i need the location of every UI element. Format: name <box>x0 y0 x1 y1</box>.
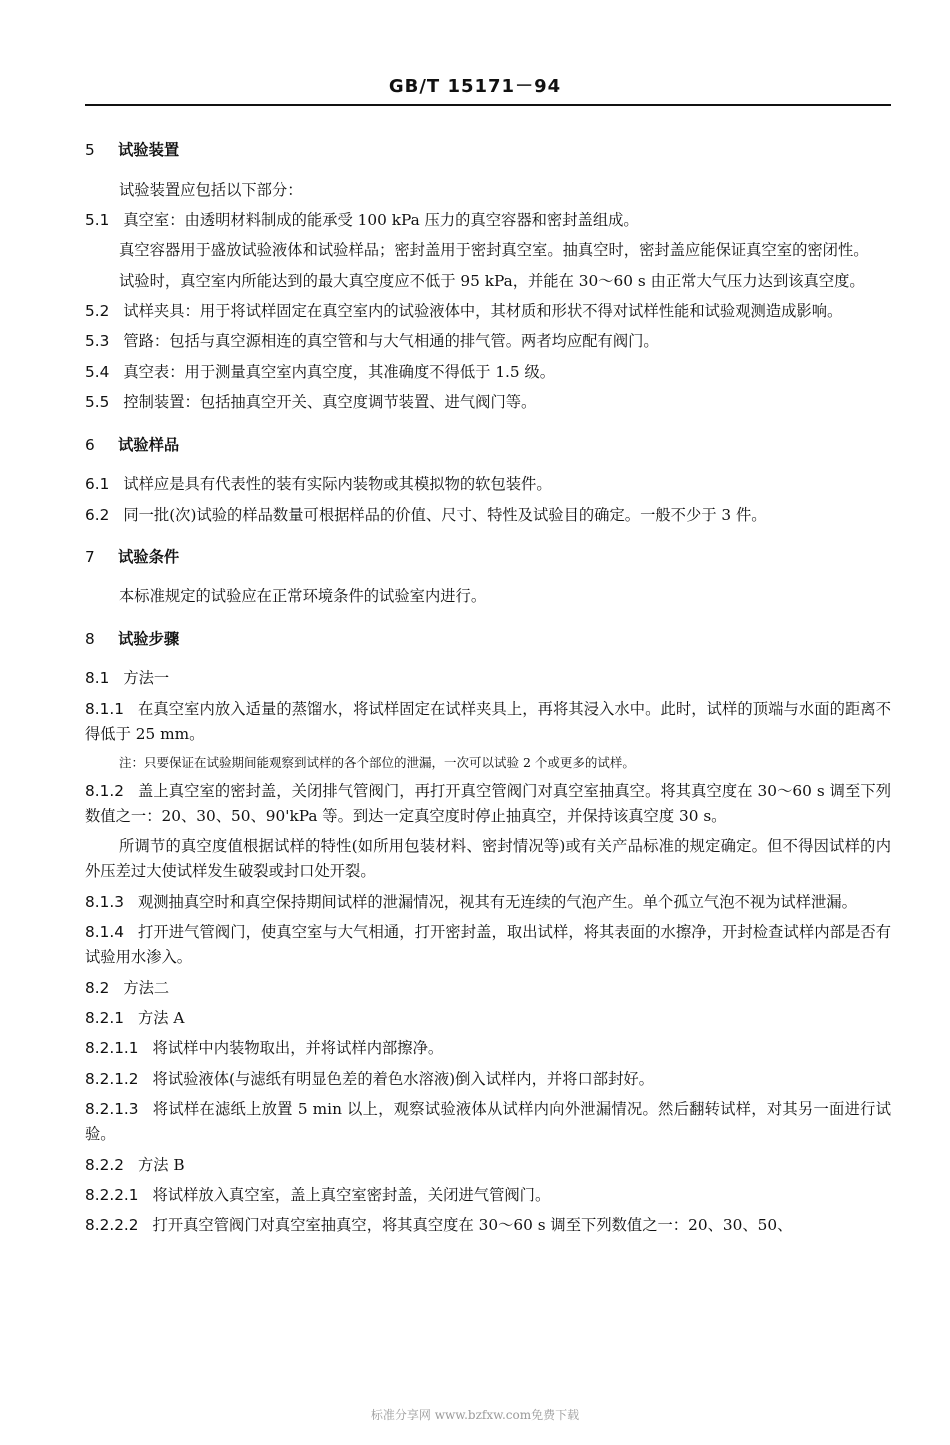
clause-text: 控制装置：包括抽真空开关、真空度调节装置、进气阀门等。 <box>123 393 537 412</box>
section-gap <box>85 421 891 433</box>
clause-number: 8.2.1 <box>85 1009 124 1028</box>
section-heading <box>85 627 891 652</box>
clause-number: 8.2.2.1 <box>85 1185 139 1204</box>
clause-number: 6.2 <box>85 505 110 524</box>
clause-paragraph <box>85 1213 891 1238</box>
section-title: 试验样品 <box>118 435 180 454</box>
clause-paragraph <box>85 779 891 829</box>
clause-text: 盖上真空室的密封盖，关闭排气管阀门，再打开真空管阀门对真空室抽真空。将其真空度在 30～60 s 调至下列数值之一：20、30、50、90'kPa 等。到达一定真空度时停止抽真空，并保持该真空度 30 s。 <box>85 782 891 826</box>
section-heading <box>85 545 891 570</box>
clause-number: 8.2.1.2 <box>85 1069 139 1088</box>
clause-number: 6.1 <box>85 475 110 494</box>
clause-paragraph <box>85 360 891 385</box>
clause-paragraph <box>85 1097 891 1147</box>
section-title: 试验步骤 <box>118 629 180 648</box>
clause-text: 试验装置应包括以下部分： <box>119 180 303 199</box>
clause-number: 8.2.1.3 <box>85 1100 139 1119</box>
clause-text: 所调节的真空度值根据试样的特性(如所用包装材料、密封情况等)或有关产品标准的规定确定。但不得因试样的内外压差过大使试样发生破裂或封口处开裂。 <box>85 837 891 881</box>
clause-text: 试验时，真空室内所能达到的最大真空度应不低于 95 kPa，并能在 30～60 s 由正常大气压力达到该真空度。 <box>119 271 865 290</box>
section-gap <box>85 533 891 545</box>
clause-number: 8.2.2.2 <box>85 1216 139 1235</box>
section-title: 试验条件 <box>118 547 180 566</box>
clause-paragraph <box>85 472 891 497</box>
clause-text: 真空容器用于盛放试验液体和试验样品；密封盖用于密封真空室。抽真空时，密封盖应能保证真空室的密闭性。 <box>119 241 869 260</box>
header-rule <box>85 104 891 106</box>
footer-watermark: 标准分享网 www.bzfxw.com免费下载 <box>370 1408 580 1422</box>
clause-text: 本标准规定的试验应在正常环境条件的试验室内进行。 <box>119 587 487 606</box>
document-body <box>85 138 891 1244</box>
clause-paragraph <box>85 1036 891 1061</box>
clause-paragraph <box>85 1067 891 1092</box>
clause-text: 打开真空管阀门对真空室抽真空，将其真空度在 30～60 s 调至下列数值之一：20、30、50、 <box>152 1216 793 1235</box>
clause-text: 方法 B <box>137 1155 185 1174</box>
clause-paragraph <box>85 890 891 915</box>
clause-text: 将试验液体(与滤纸有明显色差的着色水溶液)倒入试样内，并将口部封好。 <box>152 1069 654 1088</box>
clause-text: 试样夹具：用于将试样固定在真空室内的试验液体中，其材质和形状不得对试样性能和试验观测造成影响。 <box>123 302 843 321</box>
clause-paragraph <box>85 390 891 415</box>
clause-paragraph <box>85 1006 891 1031</box>
clause-paragraph <box>85 976 891 1001</box>
clause-text: 管路：包括与真空源相连的真空管和与大气相通的排气管。两者均应配有阀门。 <box>123 332 659 351</box>
clause-paragraph <box>85 208 891 233</box>
clause-paragraph <box>85 1153 891 1178</box>
clause-text: 观测抽真空时和真空保持期间试样的泄漏情况，视其有无连续的气泡产生。单个孤立气泡不视为试样泄漏。 <box>137 892 857 911</box>
note-text: 注：只要保证在试验期间能观察到试样的各个部位的泄漏，一次可以试验 2 个或更多的试样。 <box>119 755 635 771</box>
section-heading <box>85 433 891 458</box>
clause-paragraph <box>85 503 891 528</box>
clause-text: 在真空室内放入适量的蒸馏水，将试样固定在试样夹具上，再将其浸入水中。此时，试样的顶端与水面的距离不得低于 25 mm。 <box>85 699 891 743</box>
clause-text: 将试样在滤纸上放置 5 min 以上，观察试验液体从试样内向外泄漏情况。然后翻转试样，对其另一面进行试验。 <box>85 1100 891 1144</box>
clause-text: 将试样放入真空室，盖上真空室密封盖，关闭进气管阀门。 <box>152 1185 551 1204</box>
section-number: 5 <box>85 141 95 159</box>
clause-text: 真空室：由透明材料制成的能承受 100 kPa 压力的真空容器和密封盖组成。 <box>123 210 639 229</box>
section-heading <box>85 138 891 163</box>
standard-code-header: GB/T 15171－94 <box>388 76 562 97</box>
clause-text: 方法 A <box>137 1009 185 1028</box>
clause-paragraph <box>85 666 891 691</box>
clause-paragraph <box>85 269 891 294</box>
clause-paragraph <box>85 834 891 884</box>
clause-text: 方法二 <box>123 978 170 997</box>
clause-text: 同一批(次)试验的样品数量可根据样品的价值、尺寸、特性及试验目的确定。一般不少于 3 件。 <box>123 505 767 524</box>
section-number: 7 <box>85 547 95 566</box>
clause-paragraph <box>85 238 891 263</box>
clause-paragraph <box>85 920 891 970</box>
clause-text: 真空表：用于测量真空室内真空度，其准确度不得低于 1.5 级。 <box>123 362 556 381</box>
clause-number: 8.2.1.1 <box>85 1039 139 1058</box>
clause-number: 8.2 <box>85 978 110 997</box>
clause-number: 8.1.4 <box>85 923 124 942</box>
clause-number: 5.5 <box>85 393 110 412</box>
section-number: 8 <box>85 629 95 648</box>
clause-number: 8.1.2 <box>85 782 124 801</box>
clause-paragraph <box>85 697 891 747</box>
clause-number: 8.1 <box>85 669 110 688</box>
clause-number: 5.4 <box>85 362 110 381</box>
section-title: 试验装置 <box>118 141 180 159</box>
clause-number: 5.3 <box>85 332 110 351</box>
clause-text: 打开进气管阀门，使真空室与大气相通，打开密封盖，取出试样，将其表面的水擦净，开封检查试样内部是否有试验用水渗入。 <box>85 923 891 967</box>
clause-number: 8.1.3 <box>85 892 124 911</box>
section-number: 6 <box>85 435 95 454</box>
clause-text: 试样应是具有代表性的装有实际内装物或其模拟物的软包装件。 <box>123 475 552 494</box>
clause-number: 5.2 <box>85 302 110 321</box>
clause-text: 方法一 <box>123 669 170 688</box>
clause-number: 8.2.2 <box>85 1155 124 1174</box>
clause-paragraph <box>85 584 891 609</box>
clause-text: 将试样中内装物取出，并将试样内部擦净。 <box>152 1039 444 1058</box>
clause-paragraph <box>85 299 891 324</box>
clause-paragraph <box>85 178 891 203</box>
clause-number: 8.1.1 <box>85 699 124 718</box>
section-gap <box>85 615 891 627</box>
clause-paragraph <box>85 1183 891 1208</box>
clause-number: 5.1 <box>85 210 110 229</box>
clause-paragraph <box>85 329 891 354</box>
